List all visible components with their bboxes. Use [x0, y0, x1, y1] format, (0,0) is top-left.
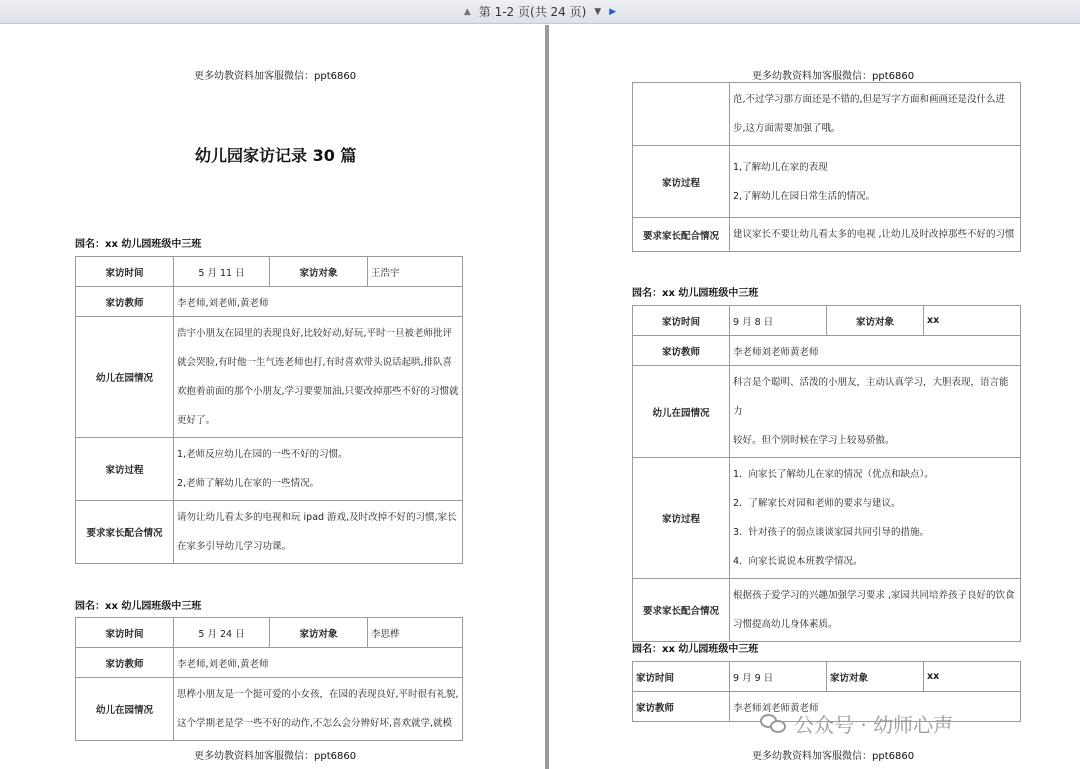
- garden-name: 园名：xx 幼儿园班级中三班: [632, 288, 759, 299]
- page-footer-note: 更多幼教资料加客服微信：ppt6860: [194, 751, 357, 762]
- request-text: 建议家长不要让幼儿看太多的电视 ,让幼儿及时改掉那些不好的习惯: [730, 218, 1021, 252]
- performance-label: 幼儿在园情况: [76, 317, 174, 438]
- request-label: 要求家长配合情况: [76, 501, 174, 564]
- garden-name: 园名：xx 幼儿园班级中三班: [632, 644, 759, 655]
- page-footer-note: 更多幼教资料加客服微信：ppt6860: [752, 751, 915, 762]
- target-label: 家访对象: [270, 618, 368, 648]
- process-label: 家访过程: [76, 438, 174, 501]
- request-text: 根据孩子爱学习的兴趣加强学习要求 ,家园共同培养孩子良好的饮食 习惯提高幼儿身体素质。: [730, 579, 1021, 642]
- chevron-down-icon[interactable]: ▼: [594, 6, 602, 17]
- visit-teachers: 李老师,刘老师,黄老师: [174, 287, 463, 317]
- garden-name: 园名：xx 幼儿园班级中三班: [75, 601, 202, 612]
- performance-label: 幼儿在园情况: [76, 678, 174, 741]
- page-2: [549, 25, 1080, 769]
- time-label: 家访时间: [76, 257, 174, 287]
- visit-record-table-continued: [632, 82, 1021, 252]
- request-text: 请勿让幼儿看太多的电视和玩 ipad 游戏,及时改掉不好的习惯,家长 在家多引导幼儿学习功课。: [174, 501, 463, 564]
- visit-time: 9 月 8 日: [730, 306, 827, 336]
- teacher-label: 家访教师: [633, 336, 730, 366]
- performance-label: 幼儿在园情况: [633, 366, 730, 458]
- visit-time: 5 月 11 日: [174, 257, 270, 287]
- visit-target: 李思桦: [368, 618, 463, 648]
- visit-time: 5 月 24 日: [174, 618, 270, 648]
- time-label: 家访时间: [76, 618, 174, 648]
- teacher-label: 家访教师: [76, 287, 174, 317]
- page-indicator: 第 1-2 页(共 24 页): [478, 5, 587, 19]
- target-label: 家访对象: [270, 257, 368, 287]
- teacher-label: 家访教师: [76, 648, 174, 678]
- page-toolbar: [0, 0, 1080, 24]
- process-text: 1．向家长了解幼儿在家的情况（优点和缺点）。 2．了解家长对园和老师的要求与建议。 3．针对孩子的弱点谈谈家园共同引导的措施。 4．向家长说说本班教学情况。: [730, 458, 1021, 579]
- target-label: 家访对象: [827, 306, 924, 336]
- visit-teachers: 李老师刘老师黄老师: [730, 336, 1021, 366]
- page-header-note: 更多幼教资料加客服微信：ppt6860: [752, 71, 915, 82]
- visit-target: 王浩宇: [368, 257, 463, 287]
- document-view: [0, 25, 1080, 769]
- visit-time: 9 月 9 日: [730, 662, 827, 692]
- visit-target: xx: [924, 662, 1021, 692]
- performance-text: 范,不过学习那方面还是不错的,但是写字方面和画画还是没什么进 步,这方面需要加强了哦。: [730, 83, 1021, 146]
- wechat-icon: [760, 712, 788, 734]
- garden-name: 园名：xx 幼儿园班级中三班: [75, 239, 202, 250]
- performance-text: 浩宇小朋友在园里的表现良好,比较好动,好玩,平时一旦被老师批评 就会哭脸,有时他一生气连老师也打,有时喜欢带头说话起哄,排队喜 欢抱着前面的那个小朋友,学习要要加油,只要改掉那些不好的习惯就 更好了。: [174, 317, 463, 438]
- performance-text: 思桦小朋友是一个挺可爱的小女孩，在园的表现良好,平时很有礼貌, 这个学期老是学一些不好的动作,不怎么会分辨好坏,喜欢就学,就模: [174, 678, 463, 741]
- visit-record-table: [75, 617, 463, 741]
- process-text: 1,老师反应幼儿在园的一些不好的习惯。 2,老师了解幼儿在家的一些情况。: [174, 438, 463, 501]
- visit-record-table: [75, 256, 463, 564]
- visit-teachers: 李老师刘老师黄老师: [730, 692, 1021, 722]
- process-label: 家访过程: [633, 146, 730, 218]
- next-page-icon[interactable]: ▶: [609, 6, 617, 17]
- wechat-watermark: [760, 708, 953, 738]
- page-1: [0, 25, 545, 769]
- teacher-label: 家访教师: [633, 692, 730, 722]
- target-label: 家访对象: [827, 662, 924, 692]
- request-label: 要求家长配合情况: [633, 579, 730, 642]
- document-title: 幼儿园家访记录 30 篇: [195, 146, 357, 165]
- request-label: 要求家长配合情况: [633, 218, 730, 252]
- process-label: 家访过程: [633, 458, 730, 579]
- page-header-note: 更多幼教资料加客服微信：ppt6860: [194, 71, 357, 82]
- visit-record-table: [632, 305, 1021, 642]
- time-label: 家访时间: [633, 306, 730, 336]
- visit-target: xx: [924, 306, 1021, 336]
- prev-page-icon[interactable]: ▲: [463, 6, 471, 17]
- visit-teachers: 李老师,刘老师,黄老师: [174, 648, 463, 678]
- watermark-text: 公众号 · 幼师心声: [794, 712, 954, 737]
- process-text: 1,了解幼儿在家的表现 2,了解幼儿在园日常生活的情况。: [730, 146, 1021, 218]
- empty-label-cell: [633, 83, 730, 146]
- time-label: 家访时间: [633, 662, 730, 692]
- performance-text: 科言是个聪明、活泼的小朋友，主动认真学习，大胆表现，语言能力 较好。但个别时候在学习上较易骄傲。: [730, 366, 1021, 458]
